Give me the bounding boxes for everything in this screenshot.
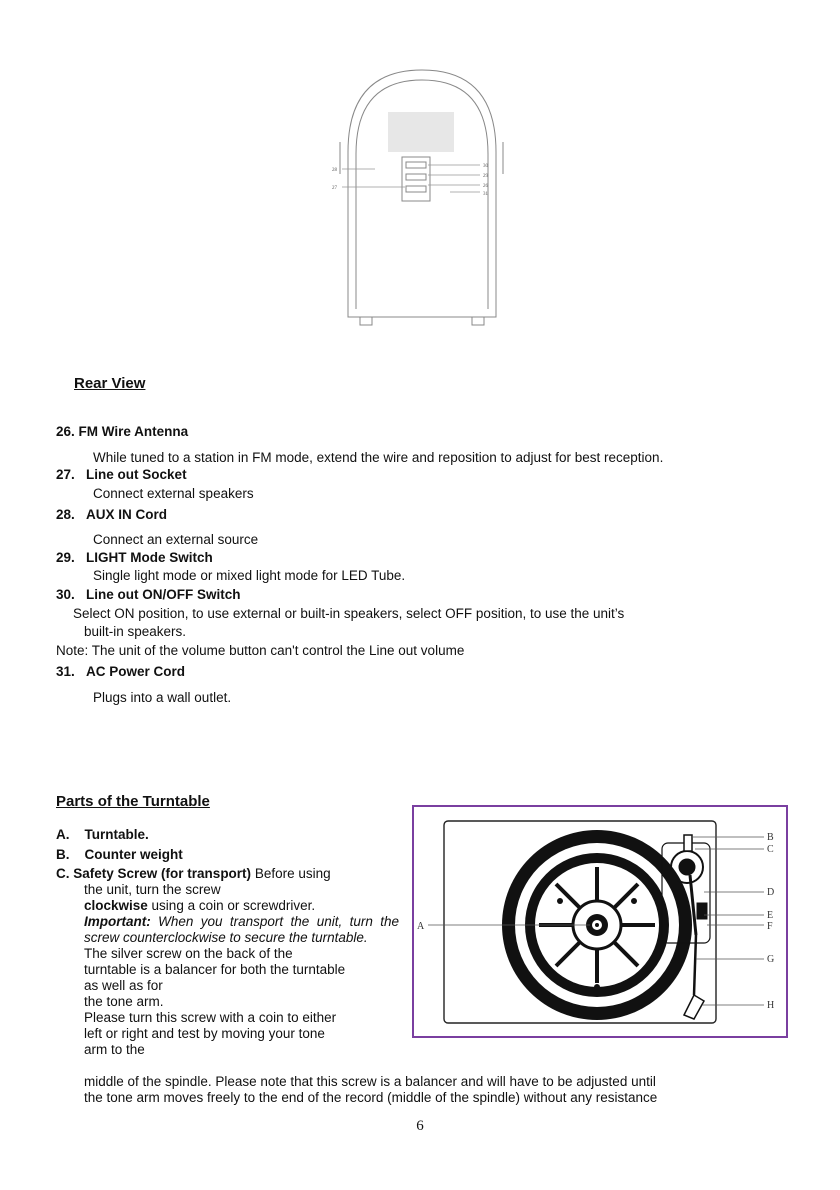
part-c-title: C. Safety Screw (for transport) Before using	[56, 866, 331, 881]
item-31-title: 31. AC Power Cord	[56, 664, 186, 679]
rear-label-29: 29	[483, 174, 488, 179]
part-c-body: the unit, turn the screw clockwise using a coin or screwdriver. Important: When you transport the unit, turn the screw counterclockwise to secure the turntable. The silver screw on the back of the turntable is a balancer for both the turntable as well as for the tone arm. Please turn this screw with a coin to either left or right and test by moving your tone arm to the	[84, 882, 399, 1057]
rear-view-heading: Rear View	[74, 375, 146, 392]
item-28-title: 28. AUX IN Cord	[56, 507, 168, 522]
item-28-desc: Connect an external source	[93, 532, 259, 547]
rear-label-31: 31	[483, 192, 488, 197]
diagram-label-c: C	[767, 844, 774, 855]
item-31-desc: Plugs into a wall outlet.	[93, 690, 232, 705]
part-c-cont-2: the tone arm moves freely to the end of the record (middle of the spindle) without any resistance	[84, 1090, 658, 1105]
rear-view-figure	[320, 62, 520, 332]
part-c-cont-1: middle of the spindle. Please note that this screw is a balancer and will have to be adjusted until	[84, 1074, 656, 1089]
diagram-label-g: G	[767, 954, 775, 965]
diagram-label-e: E	[767, 910, 774, 921]
important-note: Important: When you transport the unit, turn the screw counterclockwise to secure the turntable.	[84, 914, 399, 945]
diagram-label-b: B	[767, 832, 774, 843]
item-30-desc-1: Select ON position, to use external or built-in speakers, select OFF position, to use the unit’s	[73, 606, 625, 621]
item-27-title: 27. Line out Socket	[56, 467, 187, 482]
rear-label-27: 27	[332, 186, 337, 191]
diagram-label-h: H	[767, 1000, 775, 1011]
part-a: A. Turntable.	[56, 827, 149, 842]
turntable-heading: Parts of the Turntable	[56, 793, 210, 810]
diagram-label-d: D	[767, 887, 775, 898]
turntable-diagram	[412, 805, 788, 1038]
item-30-title: 30. Line out ON/OFF Switch	[56, 587, 241, 602]
item-26-desc: While tuned to a station in FM mode, extend the wire and reposition to adjust for best reception.	[93, 450, 664, 465]
volume-note: Note: The unit of the volume button can't control the Line out volume	[56, 643, 465, 658]
item-29-title: 29. LIGHT Mode Switch	[56, 550, 213, 565]
diagram-label-a: A	[417, 921, 425, 932]
item-27-desc: Connect external speakers	[93, 486, 254, 501]
rear-label-30: 30	[483, 164, 488, 169]
diagram-label-f: F	[767, 921, 773, 932]
part-b: B. Counter weight	[56, 847, 183, 862]
item-26-title: 26. FM Wire Antenna	[56, 424, 189, 439]
page-number: 6	[416, 1118, 424, 1134]
item-30-desc-2: built-in speakers.	[84, 624, 187, 639]
item-29-desc: Single light mode or mixed light mode for LED Tube.	[93, 568, 406, 583]
rear-label-26: 26	[483, 184, 488, 189]
rear-label-28: 28	[332, 168, 337, 173]
